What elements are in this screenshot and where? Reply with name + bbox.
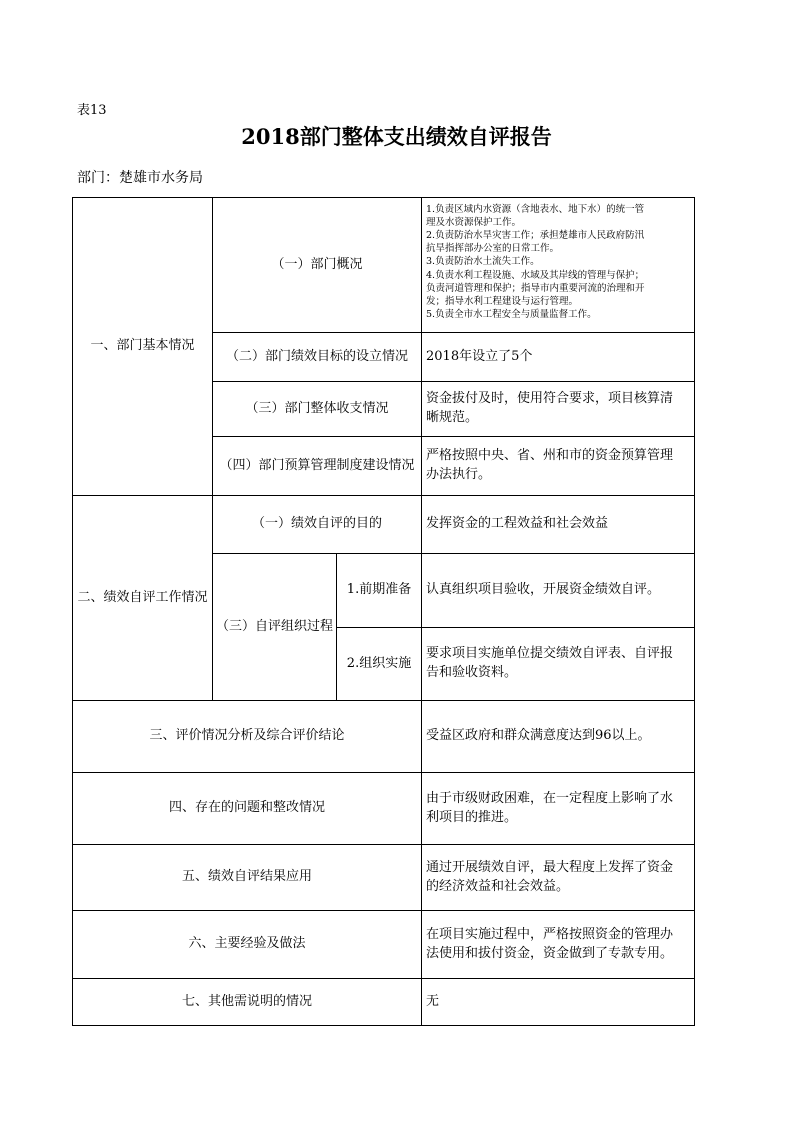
section-3-label: 三、评价情况分析及综合评价结论 — [149, 728, 345, 744]
impl-step-label: 2.组织实施 — [346, 655, 412, 671]
department-label: 部门：楚雄市水务局 — [77, 170, 203, 186]
goal-setting-content: 2018年设立了5个 — [426, 348, 533, 364]
text-line: 办法执行。 — [426, 467, 492, 482]
table-border-right — [694, 197, 695, 1026]
text-line: 的经济效益和社会效益。 — [426, 878, 570, 894]
section-6-content — [422, 911, 694, 978]
text-line: 在项目实施过程中，严格按照资金的管理办 — [426, 926, 674, 942]
section-4-content — [422, 773, 694, 844]
table-border-bottom — [72, 1025, 695, 1026]
text-line: 2.负责防治水旱灾害工作；承担楚雄市人民政府防汛 — [426, 230, 645, 242]
section-2-label: 二、绩效自评工作情况 — [77, 589, 208, 605]
page-title: 2018部门整体支出绩效自评报告 — [241, 124, 552, 149]
eval-purpose-content: 发挥资金的工程效益和社会效益 — [426, 516, 609, 532]
budget-overview-label: （三）部门整体收支情况 — [245, 400, 389, 416]
text-line: 1.负责区域内水资源（含地表水、地下水）的统一管 — [426, 204, 645, 215]
dept-overview-label: （一）部门概况 — [271, 256, 363, 272]
section-1-label: 一、部门基本情况 — [90, 338, 195, 354]
text-line: 负责河道管理和保护；指导市内重要河流的治理和开 — [426, 282, 645, 294]
impl-step-content — [422, 628, 694, 700]
budget-policy-label: （四）部门预算管理制度建设情况 — [219, 457, 415, 473]
budget-policy-content — [422, 437, 694, 495]
text-line: 发；指导水利工程建设与运行管理。 — [426, 295, 579, 307]
eval-purpose-label: （一）绩效自评的目的 — [251, 516, 382, 532]
text-line: 资金拔付及时，使用符合要求，项目核算清 — [426, 391, 674, 407]
dept-overview-content — [422, 198, 694, 332]
text-line: 通过开展绩效自评，最大程度上发挥了资金 — [426, 859, 674, 875]
section-5-content — [422, 845, 694, 910]
text-line: 理及水资源保护工作。 — [426, 217, 522, 229]
text-line: 严格按照中央、省、州和市的资金预算管理 — [426, 448, 674, 464]
text-line: 4.负责水利工程设施、水域及其岸线的管理与保护； — [426, 269, 645, 281]
section-7-content: 无 — [426, 993, 440, 1009]
text-line: 晰规范。 — [426, 410, 479, 425]
budget-overview-content — [422, 382, 694, 436]
section-4-label: 四、存在的问题和整改情况 — [168, 800, 325, 816]
text-line: 抗旱指挥部办公室的日常工作。 — [426, 243, 560, 255]
section-5-label: 五、绩效自评结果应用 — [181, 869, 312, 885]
text-line: 5.负责全市水工程安全与质量监督工作。 — [426, 308, 597, 320]
text-line: 由于市级财政困难，在一定程度上影响了水 — [426, 790, 674, 806]
text-line: 法使用和拔付资金，资金做到了专款专用。 — [426, 945, 674, 961]
text-line: 告和验收资料。 — [426, 665, 518, 680]
section-7-label: 七、其他需说明的情况 — [181, 993, 312, 1009]
prep-step-label: 1.前期准备 — [346, 582, 412, 598]
prep-step-content: 认真组织项目验收，开展资金绩效自评。 — [426, 582, 661, 598]
text-line: 3.负责防治水土流失工作。 — [426, 256, 540, 268]
text-line: 要求项目实施单位提交绩效自评表、自评报 — [426, 646, 674, 662]
eval-process-label: （三）自评组织过程 — [215, 618, 333, 634]
text-line: 利项目的推进。 — [426, 809, 518, 825]
section-3-content: 受益区政府和群众满意度达到96以上。 — [426, 728, 651, 744]
goal-setting-label: （二）部门绩效目标的设立情况 — [225, 348, 408, 364]
section-6-label: 六、主要经验及做法 — [188, 936, 306, 952]
table-number-label: 表13 — [77, 103, 107, 118]
